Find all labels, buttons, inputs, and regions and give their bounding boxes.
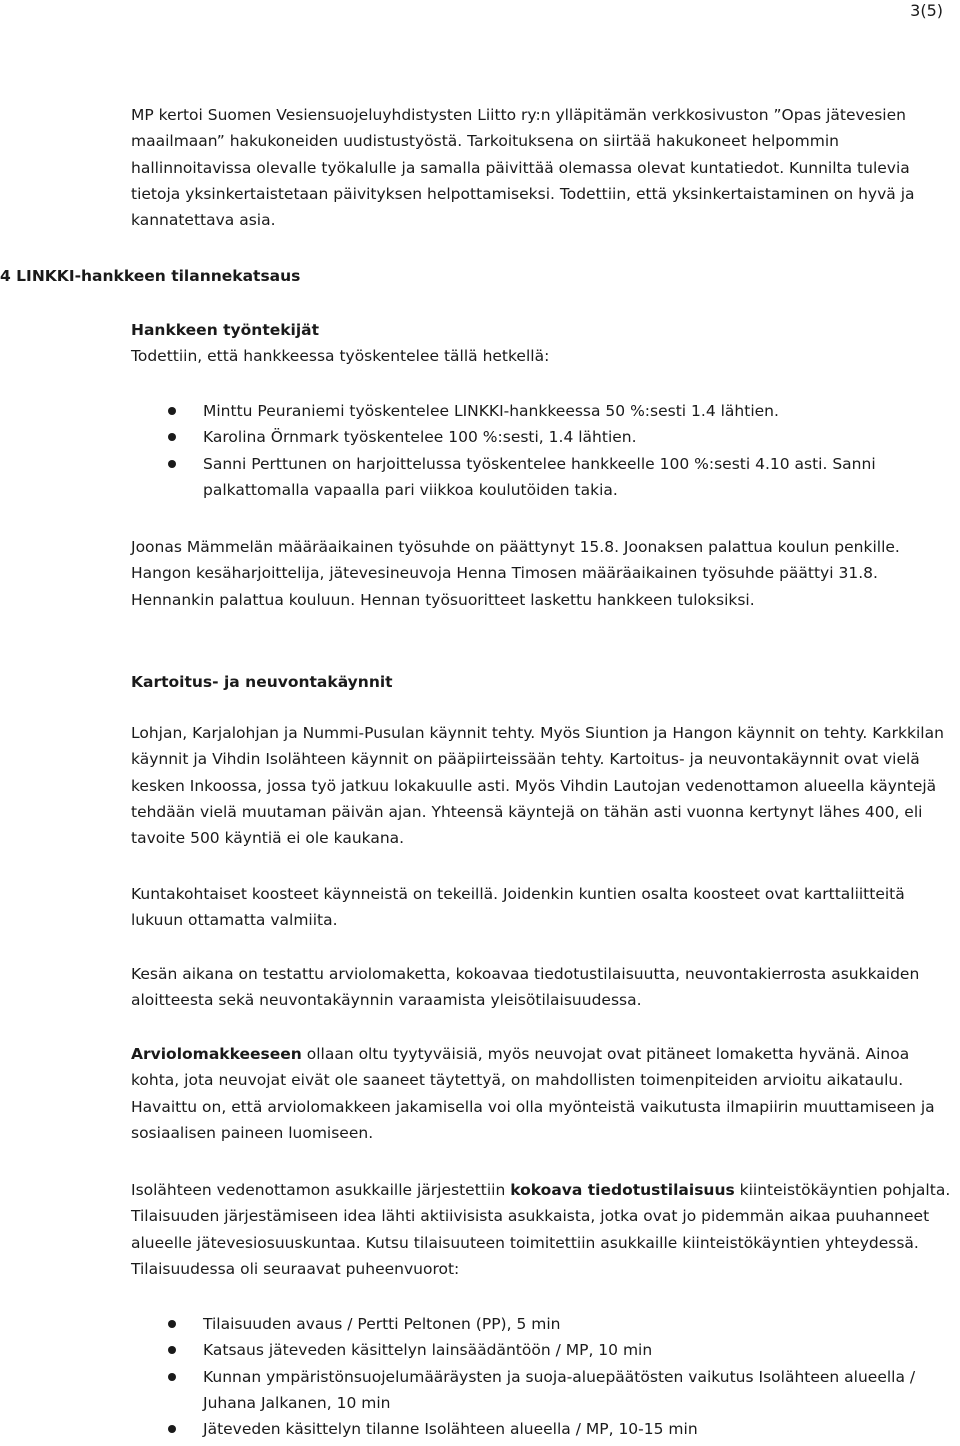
- page-number: 3(5): [910, 1, 943, 20]
- bullet-icon: [168, 460, 176, 468]
- list-item: Tilaisuuden avaus / Pertti Peltonen (PP), 5 min: [0, 1311, 960, 1337]
- agenda-list: [0, 1311, 960, 1442]
- bullet-icon: [168, 1425, 176, 1433]
- workers-heading: Hankkeen työntekijät: [131, 321, 320, 339]
- list-item: Karolina Örnmark työskentelee 100 %:sesti, 1.4 lähtien.: [0, 424, 960, 450]
- intro-paragraph: MP kertoi Suomen Vesiensuojeluyhdistysten Liitto ry:n ylläpitämän verkkosivuston ”Opas jätevesien maailmaan” hakukoneiden uudistustyöstä. Tarkoituksena on siirtää hakukoneet helpommin hallinnoitavissa olevalle työkalulle ja samalla päivittää olemassa olevat kuntatiedot. Kunnilta tulevia tietoja yksinkertaistetaan päivityksen helpottamiseksi. Todettiin, että yksinkertaistaminen on hyvä ja kannatettava asia.: [131, 106, 915, 230]
- list-item: Kunnan ympäristönsuojelumääräysten ja suoja-aluepäätösten vaikutus Isolähteen alueella / Juhana Jalkanen, 10 min: [0, 1364, 943, 1417]
- tiedotustilaisuus-bold: kokoava tiedotustilaisuus: [510, 1181, 735, 1199]
- list-item: Katsaus jäteveden käsittelyn lainsäädäntöön / MP, 10 min: [0, 1337, 960, 1363]
- list-item: Jäteveden käsittelyn tilanne Isolähteen alueella / MP, 10-15 min: [0, 1416, 960, 1442]
- bullet-icon: [168, 407, 176, 415]
- bullet-icon: [168, 1320, 176, 1328]
- bullet-icon: [168, 433, 176, 441]
- bullet-icon: [168, 1346, 176, 1354]
- visits-paragraph-4: Arviolomakkeeseen ollaan oltu tyytyväisiä, myös neuvojat ovat pitäneet lomaketta hyvänä. Ainoa kohta, jota neuvojat eivät ole saaneet täytettyä, on mahdollisten toimenpiteiden arvioitu aikataulu. Havaittu on, että arviolomakkeen jakamisella voi olla myönteistä vaikutusta ilmapiirin muuttamiseen ja sosiaalisen paineen luomiseen.: [131, 1045, 935, 1142]
- list-item: Sanni Perttunen on harjoittelussa työskentelee hankkeelle 100 %:sesti 4.10 asti. Sanni palkattomalla vapaalla pari viikkoa koulutöiden takia.: [0, 451, 933, 504]
- visits-paragraph-5: Isolähteen vedenottamon asukkaille järjestettiin kokoava tiedotustilaisuus kiinteistökäyntien pohjalta. Tilaisuuden järjestämiseen idea lähti aktiivisista asukkaista, jotka ovat jo pidemmän aikaa puuhanneet alueelle jätevesiosuuskuntaa. Kutsu tilaisuuteen toimitettiin asukkaille kiinteistökäyntien yhteydessä. Tilaisuudessa oli seuraavat puheenvuorot:: [131, 1181, 951, 1278]
- workers-intro: Todettiin, että hankkeessa työskentelee tällä hetkellä:: [131, 347, 550, 365]
- visits-paragraph-2: Kuntakohtaiset koosteet käynneistä on tekeillä. Joidenkin kuntien osalta koosteet ovat karttaliitteitä lukuun ottamatta valmiita.: [131, 885, 905, 930]
- workers-after-paragraph: Joonas Mämmelän määräaikainen työsuhde on päättynyt 15.8. Joonaksen palattua koulun penkille. Hangon kesäharjoittelija, jätevesineuvoja Henna Timosen määräaikainen työsuhde päättyi 31.8. Hennankin palattua kouluun. Hennan työsuoritteet laskettu hankkeen tuloksiksi.: [131, 538, 900, 609]
- visits-paragraph-3: Kesän aikana on testattu arviolomaketta, kokoavaa tiedotustilaisuutta, neuvontakierrosta asukkaiden aloitteesta sekä neuvontakäynnin varaamista yleisötilaisuudessa.: [131, 965, 920, 1010]
- bullet-icon: [168, 1373, 176, 1381]
- list-item: Minttu Peuraniemi työskentelee LINKKI-hankkeessa 50 %:sesti 1.4 lähtien.: [0, 398, 960, 424]
- workers-list: [0, 398, 960, 503]
- visits-heading: Kartoitus- ja neuvontakäynnit: [131, 673, 393, 691]
- arviolomake-bold: Arviolomakkeeseen: [131, 1045, 302, 1063]
- visits-paragraph-1: Lohjan, Karjalohjan ja Nummi-Pusulan käynnit tehty. Myös Siuntion ja Hangon käynnit on tehty. Karkkilan käynnit ja Vihdin Isolähteen käynnit on pääpiirteissään tehty. Kartoitus- ja neuvontakäynnit ovat vielä kesken Inkoossa, jossa työ jatkuu lokakuulle asti. Myös Vihdin Lautojan vedenottamon alueella käyntejä tehdään vielä muutaman päivän ajan. Yhteensä käyntejä on tähän asti vuonna kertynyt lähes 400, eli tavoite 500 käyntiä ei ole kaukana.: [131, 724, 944, 848]
- section-4-heading: 4 LINKKI-hankkeen tilannekatsaus: [0, 267, 301, 285]
